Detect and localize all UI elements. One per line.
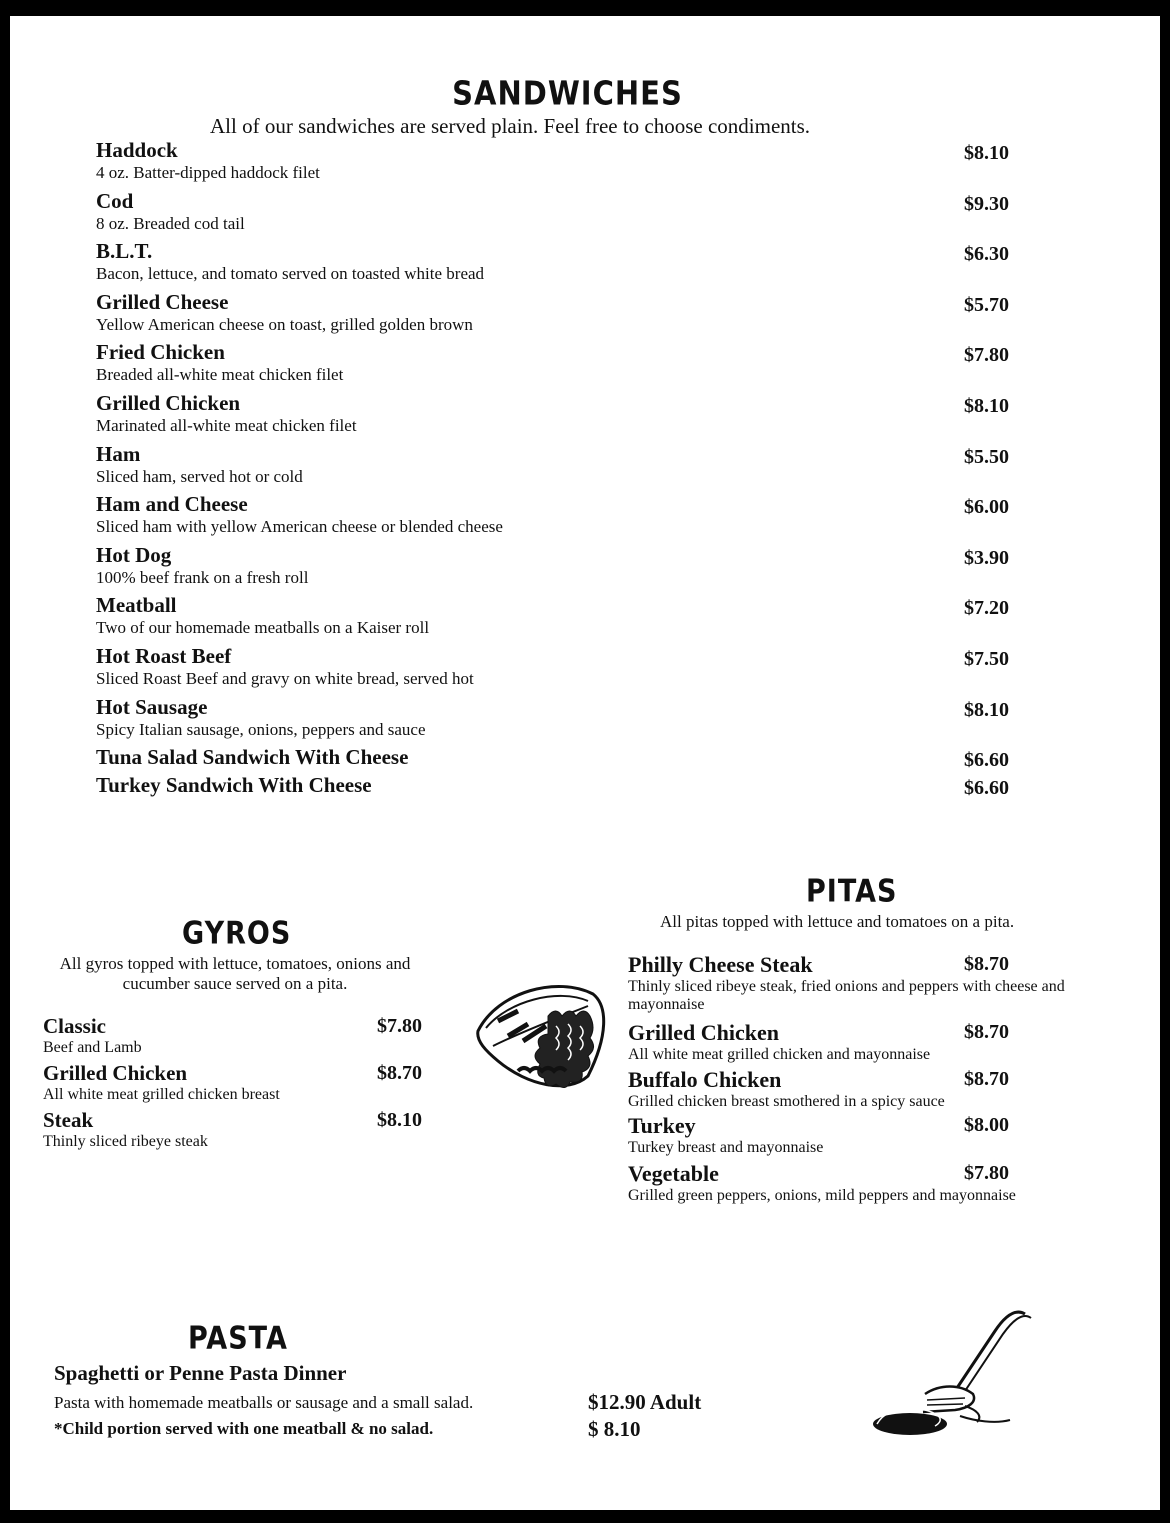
pasta-price-adult: $12.90 Adult xyxy=(588,1390,702,1414)
sandwich-item xyxy=(96,290,1036,334)
sandwich-item-desc: Sliced Roast Beef and gravy on white bread, served hot xyxy=(96,669,474,688)
pita-item xyxy=(628,1113,1068,1157)
sandwich-item-name: Hot Dog xyxy=(96,542,172,567)
pita-item-name: Turkey xyxy=(628,1113,696,1138)
sandwich-item-price: $3.90 xyxy=(964,546,1009,569)
pasta-item-desc: Pasta with homemade meatballs or sausage and a small salad. xyxy=(54,1393,474,1412)
sandwich-item-desc: 100% beef frank on a fresh roll xyxy=(96,567,309,587)
sandwich-item-desc: 8 oz. Breaded cod tail xyxy=(96,213,245,233)
sandwiches-intro: All of our sandwiches are served plain. Feel free to choose condiments. xyxy=(210,114,811,138)
sandwich-item xyxy=(96,644,1036,688)
sandwich-item-price: $6.30 xyxy=(964,243,1009,266)
sandwich-item-desc: Bacon, lettuce, and tomato served on toasted white bread xyxy=(96,264,485,284)
gyro-item-price: $8.70 xyxy=(377,1062,422,1084)
sandwich-item-name: Ham and Cheese xyxy=(96,492,248,517)
sandwich-item-desc: Marinated all-white meat chicken filet xyxy=(96,416,357,435)
gyro-item-name: Grilled Chicken xyxy=(43,1061,188,1085)
gyro-item-desc: Thinly sliced ribeye steak xyxy=(43,1133,208,1150)
pasta-heading: PASTA xyxy=(188,1320,288,1357)
sandwich-item xyxy=(96,543,1036,587)
sandwich-item xyxy=(96,745,1036,770)
sandwich-item-desc: Two of our homemade meatballs on a Kaiser roll xyxy=(96,618,430,638)
sandwich-item-name: Meatball xyxy=(96,593,177,618)
sandwich-item-price: $6.60 xyxy=(964,777,1009,800)
sandwich-item-name: Grilled Cheese xyxy=(96,289,229,314)
sandwich-item xyxy=(96,138,1036,182)
pasta-item-name: Spaghetti or Penne Pasta Dinner xyxy=(54,1361,347,1385)
pasta-price-child: $ 8.10 xyxy=(588,1417,641,1441)
sandwich-item-name: B.L.T. xyxy=(96,239,153,264)
pita-item-name: Grilled Chicken xyxy=(628,1020,779,1045)
pita-item-desc: Grilled green peppers, onions, mild peppers and mayonnaise xyxy=(628,1187,1016,1204)
sandwich-item-price: $5.70 xyxy=(964,293,1009,316)
sandwich-item-price: $7.80 xyxy=(964,344,1009,367)
sandwich-item-name: Hot Sausage xyxy=(96,694,208,719)
pita-item-name: Buffalo Chicken xyxy=(628,1067,782,1092)
sandwich-item xyxy=(96,773,1036,798)
gyro-item-name: Steak xyxy=(43,1108,94,1132)
pita-item-desc: All white meat grilled chicken and mayonnaise xyxy=(628,1046,931,1063)
sandwich-item-name: Grilled Chicken xyxy=(96,391,241,415)
sandwich-item-name: Cod xyxy=(96,188,134,213)
sandwich-item-name: Tuna Salad Sandwich With Cheese xyxy=(96,745,409,770)
sandwich-item-name: Hot Roast Beef xyxy=(96,644,232,668)
pita-item-name: Vegetable xyxy=(628,1161,719,1186)
sandwiches-heading: SANDWICHES xyxy=(452,73,683,113)
gyros-intro: All gyros topped with lettuce, tomatoes, onions and cucumber sauce served on a pita. xyxy=(59,954,411,993)
gyro-item-name: Classic xyxy=(43,1014,106,1038)
pita-item-price: $8.70 xyxy=(964,953,1009,975)
pitas-intro: All pitas topped with lettuce and tomatoes on a pita. xyxy=(660,912,1015,931)
sandwich-item-name: Fried Chicken xyxy=(96,340,225,365)
pasta-child-note: *Child portion served with one meatball & no salad. xyxy=(54,1419,434,1438)
sandwich-item-price: $7.20 xyxy=(964,597,1009,620)
pita-item-price: $8.70 xyxy=(964,1068,1009,1090)
sandwich-item-price: $8.10 xyxy=(964,698,1009,721)
sandwich-item-price: $7.50 xyxy=(964,648,1009,670)
pita-item-desc: Turkey breast and mayonnaise xyxy=(628,1139,824,1156)
pita-item-desc: Thinly sliced ribeye steak, fried onions and peppers with cheese and mayonnaise xyxy=(628,978,1065,1013)
sandwich-item-desc: Sliced ham with yellow American cheese or blended cheese xyxy=(96,517,503,537)
sandwich-item-name: Haddock xyxy=(96,138,178,162)
pita-item-desc: Grilled chicken breast smothered in a spicy sauce xyxy=(628,1093,945,1110)
menu-page xyxy=(10,16,1160,1510)
gyro-illustration-icon xyxy=(468,976,638,1096)
gyro-item xyxy=(43,1014,433,1057)
sandwich-item xyxy=(96,239,1036,283)
pita-item xyxy=(628,952,1068,1014)
sandwich-item xyxy=(96,391,1036,435)
gyro-item xyxy=(43,1061,433,1104)
pita-item-name: Philly Cheese Steak xyxy=(628,952,813,977)
sandwich-item xyxy=(96,189,1036,233)
pita-item-price: $8.70 xyxy=(964,1021,1009,1043)
sandwich-item-desc: Yellow American cheese on toast, grilled golden brown xyxy=(96,314,473,334)
pitas-heading: PITAS xyxy=(806,873,898,910)
gyros-heading: GYROS xyxy=(182,915,292,952)
gyro-item-desc: Beef and Lamb xyxy=(43,1039,142,1056)
pita-item xyxy=(628,1020,1068,1064)
sandwich-item-desc: Breaded all-white meat chicken filet xyxy=(96,365,344,385)
sandwich-item-desc: 4 oz. Batter-dipped haddock filet xyxy=(96,163,320,182)
sandwich-item xyxy=(96,492,1036,536)
sandwich-item-price: $8.10 xyxy=(964,142,1009,164)
gyro-item-price: $8.10 xyxy=(377,1109,422,1131)
gyro-item-desc: All white meat grilled chicken breast xyxy=(43,1086,280,1103)
sandwich-item-name: Ham xyxy=(96,441,141,466)
sandwich-item-name: Turkey Sandwich With Cheese xyxy=(96,773,372,798)
pita-item xyxy=(628,1067,1068,1111)
sandwich-item-price: $5.50 xyxy=(964,445,1009,468)
sandwich-item xyxy=(96,593,1036,637)
sandwich-item-price: $8.10 xyxy=(964,395,1009,417)
sandwich-item-desc: Sliced ham, served hot or cold xyxy=(96,466,303,486)
gyro-item xyxy=(43,1108,433,1151)
sandwich-item-price: $6.00 xyxy=(964,496,1009,519)
sandwich-item-price: $9.30 xyxy=(964,192,1009,215)
sandwich-item xyxy=(96,340,1036,384)
gyro-item-price: $7.80 xyxy=(377,1015,422,1037)
pita-item xyxy=(628,1161,1068,1205)
fork-spaghetti-illustration-icon xyxy=(865,1306,1040,1446)
pita-item-price: $8.00 xyxy=(964,1114,1009,1136)
sandwich-item xyxy=(96,695,1036,739)
sandwich-item-price: $6.60 xyxy=(964,749,1009,772)
pita-item-price: $7.80 xyxy=(964,1162,1009,1184)
sandwich-item xyxy=(96,442,1036,486)
sandwich-item-desc: Spicy Italian sausage, onions, peppers and sauce xyxy=(96,719,426,739)
